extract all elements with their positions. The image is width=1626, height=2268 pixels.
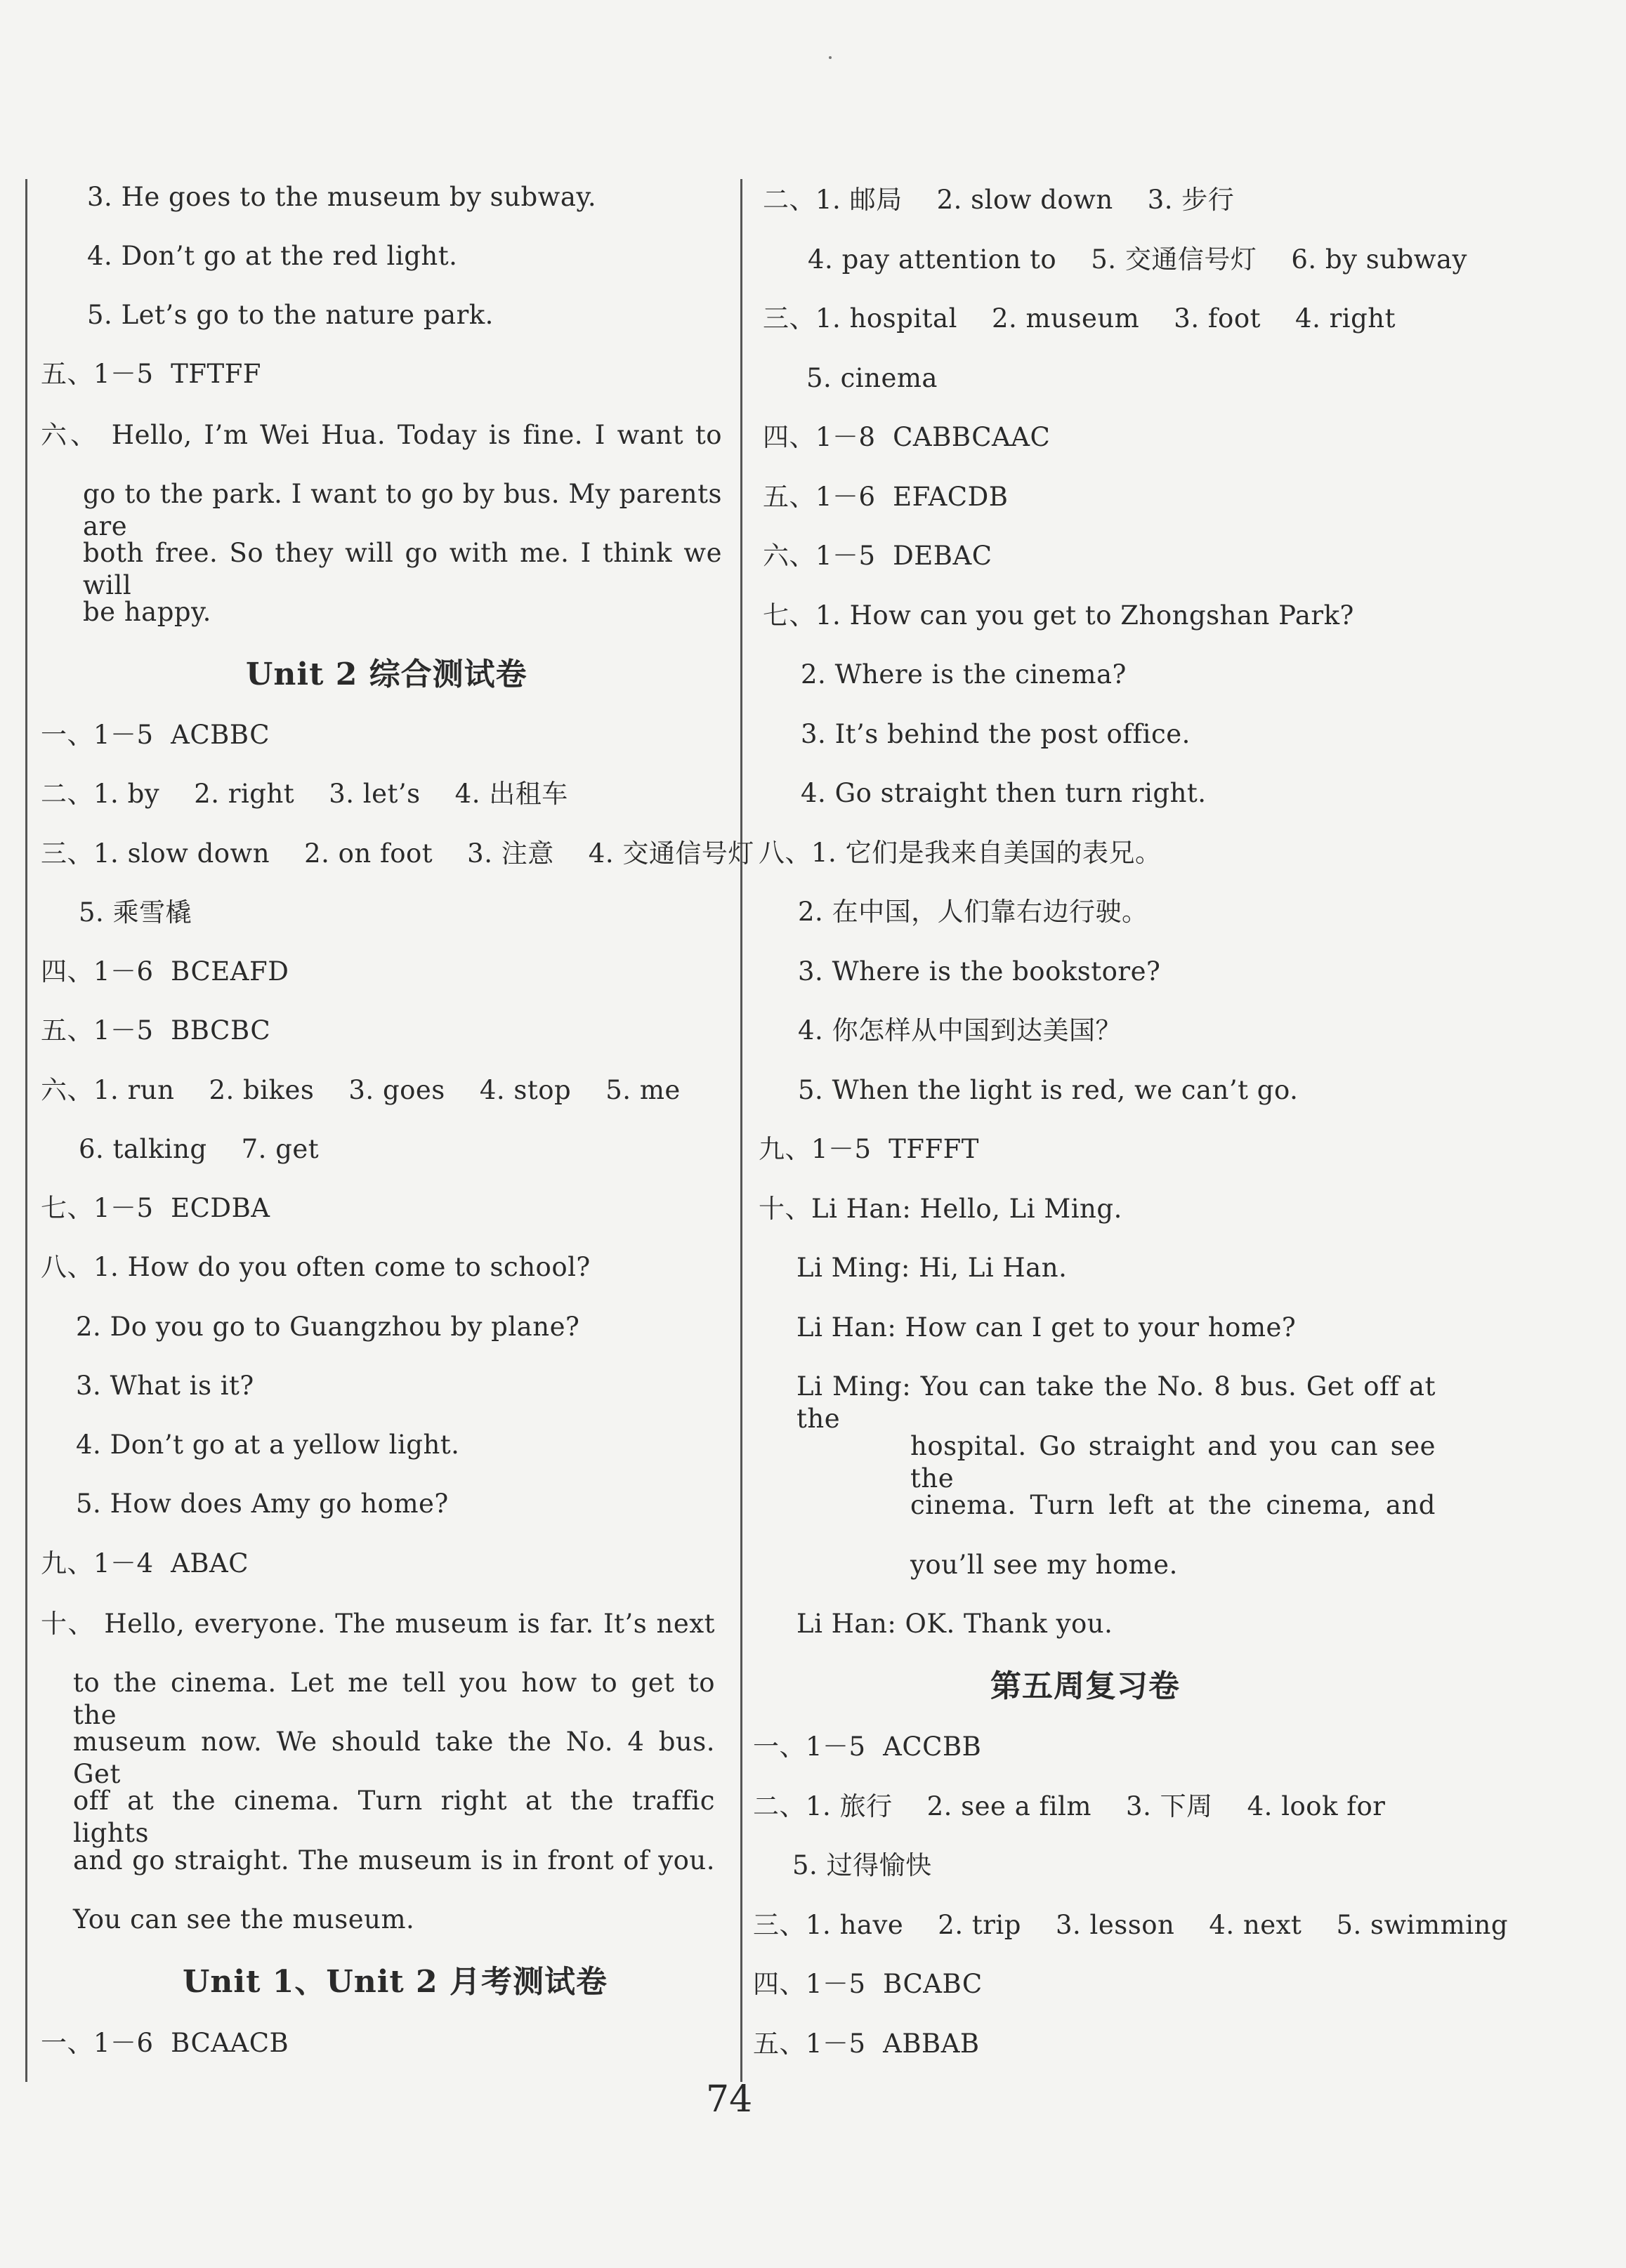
right-line-21: Li Ming: You can take the No. 8 bus. Get off at the	[796, 1371, 1436, 1434]
section-heading-monthly-test: Unit 1、Unit 2 月考测试卷	[183, 1964, 608, 2000]
left-line-4: 五、1－5 TFTFF	[41, 359, 261, 389]
right-line-25: Li Han: OK. Thank you.	[796, 1609, 1113, 1639]
right-line-28: 5. 过得愉快	[792, 1850, 932, 1880]
left-line-1: 3. He goes to the museum by subway.	[87, 182, 597, 212]
left-line-17: 七、1－5 ECDBA	[41, 1193, 270, 1223]
right-line-24: you’ll see my home.	[910, 1550, 1178, 1580]
right-line-11: 4. Go straight then turn right.	[801, 778, 1207, 808]
section-heading-week5-review: 第五周复习卷	[990, 1668, 1180, 1704]
right-line-31: 五、1－5 ABBAB	[753, 2029, 980, 2059]
left-line-25: to the cinema. Let me tell you how to get to the	[73, 1668, 715, 1730]
right-line-6: 五、1－6 EFACDB	[763, 482, 1009, 512]
right-line-20: Li Han: How can I get to your home?	[796, 1312, 1297, 1343]
left-line-14: 五、1－5 BBCBC	[41, 1015, 271, 1046]
left-margin-rule	[25, 179, 27, 2082]
right-line-14: 3. Where is the bookstore?	[798, 956, 1161, 987]
left-line-6: go to the park. I want to go by bus. My parents are	[83, 479, 722, 541]
left-line-29: You can see the museum.	[73, 1904, 415, 1934]
left-line-23: 九、1－4 ABAC	[41, 1548, 249, 1578]
left-line-9: 一、1－5 ACBBC	[41, 720, 270, 750]
left-line-20: 3. What is it?	[76, 1371, 254, 1401]
left-line-24: 十、 Hello, everyone. The museum is far. It’s next	[41, 1609, 715, 1639]
left-line-11: 三、1. slow down 2. on foot 3. 注意 4. 交通信号灯	[41, 838, 754, 869]
right-line-5: 四、1－8 CABBCAAC	[763, 422, 1051, 452]
left-line-18: 八、1. How do you often come to school?	[41, 1252, 591, 1282]
right-line-30: 四、1－5 BCABC	[753, 1969, 983, 1999]
right-line-4: 5. cinema	[806, 363, 938, 393]
right-line-29: 三、1. have 2. trip 3. lesson 4. next 5. swimming	[753, 1910, 1509, 1940]
right-line-19: Li Ming: Hi, Li Han.	[796, 1253, 1068, 1283]
left-line-5: 六、 Hello, I’m Wei Hua. Today is fine. I want to	[41, 420, 722, 450]
left-line-16: 6. talking 7. get	[79, 1134, 320, 1164]
left-line-28: and go straight. The museum is in front of you.	[73, 1845, 715, 1875]
left-line-27: off at the cinema. Turn right at the traffic lights	[73, 1786, 715, 1848]
right-line-18: 十、Li Han: Hello, Li Ming.	[759, 1194, 1122, 1224]
left-line-19: 2. Do you go to Guangzhou by plane?	[76, 1312, 580, 1342]
scan-dot	[829, 56, 832, 59]
column-divider	[740, 179, 742, 2082]
left-line-2: 4. Don’t go at the red light.	[87, 241, 458, 271]
left-line-22: 5. How does Amy go home?	[76, 1489, 449, 1519]
left-line-13: 四、1－6 BCEAFD	[41, 956, 289, 987]
right-line-10: 3. It’s behind the post office.	[801, 719, 1191, 749]
left-line-26: museum now. We should take the No. 4 bus. Get	[73, 1727, 715, 1789]
left-line-8: be happy.	[83, 597, 211, 627]
right-line-3: 三、1. hospital 2. museum 3. foot 4. right	[763, 303, 1396, 334]
right-line-22: hospital. Go straight and you can see the	[910, 1431, 1436, 1494]
right-line-8: 七、1. How can you get to Zhongshan Park?	[763, 600, 1354, 631]
right-line-9: 2. Where is the cinema?	[801, 659, 1127, 690]
right-line-2: 4. pay attention to 5. 交通信号灯 6. by subway	[808, 244, 1467, 275]
right-line-26: 一、1－5 ACCBB	[753, 1732, 982, 1762]
page-number: 74	[706, 2078, 753, 2121]
right-line-13: 2. 在中国，人们靠右边行驶。	[798, 897, 1148, 927]
left-line-12: 5. 乘雪橇	[79, 897, 192, 928]
right-line-15: 4. 你怎样从中国到达美国？	[798, 1015, 1122, 1046]
right-line-23: cinema. Turn left at the cinema, and	[910, 1490, 1436, 1520]
left-line-10: 二、1. by 2. right 3. let’s 4. 出租车	[41, 779, 568, 809]
right-line-12: 八、1. 它们是我来自美国的表兄。	[759, 838, 1162, 868]
left-line-3: 5. Let’s go to the nature park.	[87, 300, 494, 330]
section-heading-unit2: Unit 2 综合测试卷	[246, 657, 527, 692]
right-line-7: 六、1－5 DEBAC	[763, 541, 992, 571]
right-line-17: 九、1－5 TFFFT	[759, 1134, 979, 1164]
left-line-15: 六、1. run 2. bikes 3. goes 4. stop 5. me	[41, 1075, 681, 1105]
left-line-30: 一、1－6 BCAACB	[41, 2028, 289, 2058]
left-line-7: both free. So they will go with me. I think we will	[83, 538, 722, 600]
right-line-1: 二、1. 邮局 2. slow down 3. 步行	[763, 185, 1235, 215]
left-line-21: 4. Don’t go at a yellow light.	[76, 1430, 460, 1460]
right-line-27: 二、1. 旅行 2. see a film 3. 下周 4. look for	[753, 1791, 1386, 1821]
right-line-16: 5. When the light is red, we can’t go.	[798, 1075, 1299, 1105]
